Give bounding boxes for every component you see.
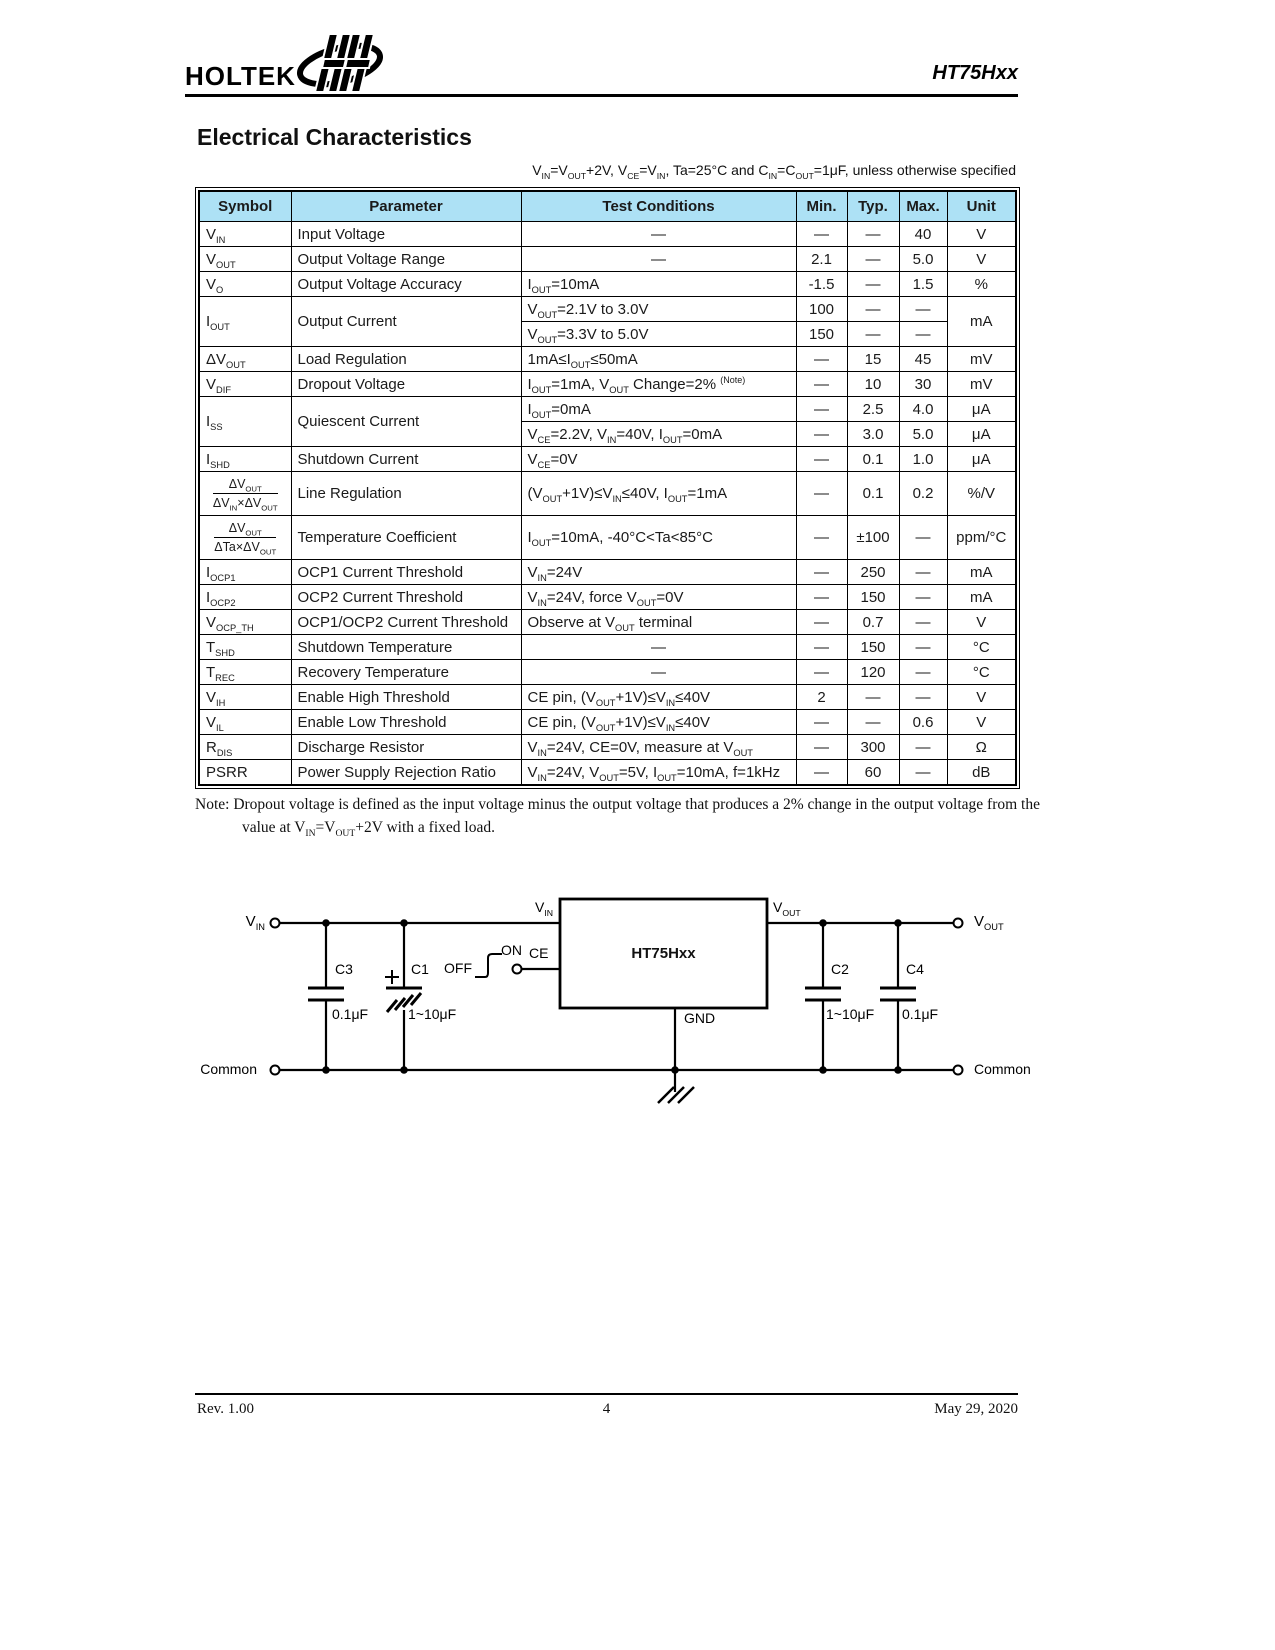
cell-unit: % — [947, 272, 1016, 297]
cell-max: — — [899, 585, 947, 610]
cell-max: 0.2 — [899, 472, 947, 516]
holtek-wordmark: HOLTEK — [185, 61, 296, 91]
cell-parameter: Line Regulation — [291, 472, 521, 516]
cell-symbol: $T_{SHD}$ — [199, 635, 291, 660]
cell-unit: %/V — [947, 472, 1016, 516]
cell-typ: 3.0 — [847, 422, 899, 447]
cell-min: 2 — [796, 685, 847, 710]
cell-typ: ±100 — [847, 516, 899, 560]
vout-terminal-label: $V_{OUT}$ — [974, 913, 1004, 932]
cell-min: — — [796, 447, 847, 472]
col-header-min: Min. — [796, 191, 847, 222]
cell-symbol — [199, 516, 291, 560]
c4-value-label: 0.1μF — [902, 1006, 939, 1022]
table-row — [199, 272, 1016, 297]
table-row — [199, 516, 1016, 560]
table-row — [199, 472, 1016, 516]
cell-parameter: Temperature Coefficient — [291, 516, 521, 560]
cell-conditions: CE pin, $(V_{OUT}+1V)\le V_{IN}\le 40V$ — [521, 685, 796, 710]
terminal-vout-icon — [954, 919, 963, 928]
footer-date: May 29, 2020 — [934, 1401, 1018, 1417]
cell-parameter: OCP1/OCP2 Current Threshold — [291, 610, 521, 635]
c2-value-label: 1~10μF — [826, 1006, 875, 1022]
table-row — [199, 297, 1016, 322]
gnd-pin-label: GND — [684, 1010, 716, 1026]
cell-max: 40 — [899, 222, 947, 247]
cell-unit: Ω — [947, 735, 1016, 760]
cell-min: — — [796, 516, 847, 560]
cell-unit: mV — [947, 347, 1016, 372]
cell-conditions: $V_{IN}=24V$, force $V_{OUT}=0V$ — [521, 585, 796, 610]
cell-unit: mA — [947, 297, 1016, 347]
cell-symbol: $V_O$ — [199, 272, 291, 297]
cell-typ: 150 — [847, 635, 899, 660]
cell-parameter: Input Voltage — [291, 222, 521, 247]
cell-symbol: $V_{IN}$ — [199, 222, 291, 247]
cell-conditions: $I_{OUT}=10mA$ — [521, 272, 796, 297]
cell-min: — — [796, 660, 847, 685]
cell-symbol: $I_{SS}$ — [199, 397, 291, 447]
c1-label: C1 — [411, 961, 429, 977]
table-row — [199, 585, 1016, 610]
cell-conditions: — — [521, 635, 796, 660]
cell-max: 5.0 — [899, 422, 947, 447]
cell-symbol: $V_{OCP\_TH}$ — [199, 610, 291, 635]
cell-unit: mA — [947, 560, 1016, 585]
spec-table — [198, 190, 1017, 786]
common-left-label: Common — [200, 1061, 257, 1077]
vin-pin-label: $V_{IN}$ — [534, 899, 553, 918]
cell-typ: — — [847, 272, 899, 297]
table-row — [199, 447, 1016, 472]
cell-min: — — [796, 397, 847, 422]
cell-unit: °C — [947, 660, 1016, 685]
cell-conditions: $(V_{OUT}+1V)\le V_{IN}\le 40V$, $I_{OUT}=1mA$ — [521, 472, 796, 516]
note-label: Note: — [195, 796, 230, 813]
conditions-line: $V_{IN}=V_{OUT}+2V$, $V_{CE}=V_{IN}$, Ta=25°C and $C_{IN}=C_{OUT}=1\mu F$, unless otherwise specified — [532, 162, 1016, 181]
section-title: Electrical Characteristics — [197, 124, 472, 150]
cell-min: — — [796, 585, 847, 610]
cell-unit: mV — [947, 372, 1016, 397]
cell-symbol: $T_{REC}$ — [199, 660, 291, 685]
c3-label: C3 — [335, 961, 353, 977]
cell-symbol: $I_{OCP2}$ — [199, 585, 291, 610]
cell-typ: 2.5 — [847, 397, 899, 422]
terminal-vin-icon — [271, 919, 280, 928]
table-row — [199, 710, 1016, 735]
cell-unit: μA — [947, 422, 1016, 447]
cell-min: — — [796, 710, 847, 735]
terminal-common-left-icon — [271, 1066, 280, 1075]
cell-conditions: — — [521, 247, 796, 272]
cell-typ: — — [847, 297, 899, 322]
col-header-max: Max. — [899, 191, 947, 222]
cell-typ: — — [847, 322, 899, 347]
cell-unit: ppm/°C — [947, 516, 1016, 560]
cell-parameter: Dropout Voltage — [291, 372, 521, 397]
cell-max: — — [899, 610, 947, 635]
cell-unit: V — [947, 610, 1016, 635]
table-row — [199, 560, 1016, 585]
col-header-test-conditions: Test Conditions — [521, 191, 796, 222]
common-right-label: Common — [974, 1061, 1031, 1077]
table-row — [199, 347, 1016, 372]
cell-min: — — [796, 610, 847, 635]
cell-unit: μA — [947, 397, 1016, 422]
cell-conditions: Observe at $V_{OUT}$ terminal — [521, 610, 796, 635]
cell-conditions: — — [521, 660, 796, 685]
table-row — [199, 760, 1016, 786]
cell-min: — — [796, 472, 847, 516]
table-row — [199, 247, 1016, 272]
fraction-symbol: $\frac{\Delta V_{OUT}}{\Delta V_{IN}\times\Delta V_{OUT}}$ — [212, 476, 278, 513]
cell-conditions: $V_{CE}=0V$ — [521, 447, 796, 472]
cell-typ: — — [847, 710, 899, 735]
cell-parameter: Output Voltage Range — [291, 247, 521, 272]
cell-conditions: $1mA\le I_{OUT}\le 50mA$ — [521, 347, 796, 372]
cell-max: — — [899, 635, 947, 660]
cell-parameter: Quiescent Current — [291, 397, 521, 447]
table-row — [199, 735, 1016, 760]
cell-conditions: $I_{OUT}=10mA$, -40°C<Ta<85°C — [521, 516, 796, 560]
cell-parameter: Recovery Temperature — [291, 660, 521, 685]
cell-max: 45 — [899, 347, 947, 372]
cell-typ: 150 — [847, 585, 899, 610]
header-rule — [185, 94, 1018, 97]
vin-terminal-label: $V_{IN}$ — [245, 913, 265, 932]
cell-unit: mA — [947, 585, 1016, 610]
cell-symbol: $I_{OCP1}$ — [199, 560, 291, 585]
cell-min: -1.5 — [796, 272, 847, 297]
table-row — [199, 222, 1016, 247]
cell-typ: 15 — [847, 347, 899, 372]
table-row — [199, 372, 1016, 397]
cell-max: — — [899, 560, 947, 585]
table-row — [199, 397, 1016, 422]
cell-parameter: Shutdown Current — [291, 447, 521, 472]
table-row — [199, 635, 1016, 660]
cell-min: — — [796, 222, 847, 247]
cell-conditions: $V_{OUT}=2.1V$ to 3.0V — [521, 297, 796, 322]
cell-max: 5.0 — [899, 247, 947, 272]
cell-unit: μA — [947, 447, 1016, 472]
cell-conditions: $I_{OUT}=0mA$ — [521, 397, 796, 422]
switch-on-label: ON — [501, 942, 522, 958]
cell-symbol: $R_{DIS}$ — [199, 735, 291, 760]
cell-min: — — [796, 422, 847, 447]
cell-max: 1.0 — [899, 447, 947, 472]
fraction-symbol: $\frac{\Delta V_{OUT}}{\Delta Ta\times\Delta V_{OUT}}$ — [214, 520, 277, 557]
cell-max: — — [899, 685, 947, 710]
capacitor-c2-icon — [805, 923, 841, 1070]
footer-page-number: 4 — [602, 1401, 611, 1417]
cell-parameter: OCP1 Current Threshold — [291, 560, 521, 585]
cell-max: — — [899, 516, 947, 560]
cell-typ: 250 — [847, 560, 899, 585]
cell-unit: V — [947, 685, 1016, 710]
col-header-typ: Typ. — [847, 191, 899, 222]
cell-typ: 60 — [847, 760, 899, 786]
table-row — [199, 610, 1016, 635]
cell-conditions: $V_{CE}=2.2V$, $V_{IN}=40V$, $I_{OUT}=0mA$ — [521, 422, 796, 447]
cell-min: 2.1 — [796, 247, 847, 272]
cell-parameter: Shutdown Temperature — [291, 635, 521, 660]
cell-max: — — [899, 660, 947, 685]
cell-max: 4.0 — [899, 397, 947, 422]
cell-typ: 120 — [847, 660, 899, 685]
col-header-unit: Unit — [947, 191, 1016, 222]
cell-max: — — [899, 322, 947, 347]
cell-symbol: $V_{IL}$ — [199, 710, 291, 735]
footer-rule — [195, 1393, 1018, 1395]
doc-model-title: HT75Hxx — [932, 62, 1018, 84]
table-row — [199, 685, 1016, 710]
col-header-parameter: Parameter — [291, 191, 521, 222]
cell-conditions: $I_{OUT}=1mA$, $V_{OUT}$ Change=2% $^{(Note)}$ — [521, 372, 796, 397]
spec-table-wrap — [195, 187, 1020, 789]
capacitor-c1-icon — [385, 923, 422, 1070]
cell-parameter: Output Voltage Accuracy — [291, 272, 521, 297]
cell-unit: V — [947, 222, 1016, 247]
cell-conditions: CE pin, $(V_{OUT}+1V)\le V_{IN}\le 40V$ — [521, 710, 796, 735]
cell-parameter: Power Supply Rejection Ratio — [291, 760, 521, 786]
table-header-row — [199, 191, 1016, 222]
cell-typ: 0.7 — [847, 610, 899, 635]
footer-revision: Rev. 1.00 — [197, 1401, 254, 1417]
cell-symbol — [199, 472, 291, 516]
cell-unit: dB — [947, 760, 1016, 786]
cell-typ: — — [847, 685, 899, 710]
cell-min: — — [796, 372, 847, 397]
table-row — [199, 660, 1016, 685]
cell-parameter: Output Current — [291, 297, 521, 347]
cell-parameter: Discharge Resistor — [291, 735, 521, 760]
application-circuit-diagram — [195, 860, 1031, 1115]
cell-max: 0.6 — [899, 710, 947, 735]
cell-parameter: Enable High Threshold — [291, 685, 521, 710]
cell-typ: 10 — [847, 372, 899, 397]
holtek-emblem-icon — [291, 28, 393, 96]
cell-min: — — [796, 735, 847, 760]
cell-min: — — [796, 760, 847, 786]
cell-typ: — — [847, 222, 899, 247]
cell-min: — — [796, 347, 847, 372]
cell-symbol: $I_{SHD}$ — [199, 447, 291, 472]
cell-conditions: $V_{IN}=24V$, $V_{OUT}=5V$, $I_{OUT}=10mA$, f=1kHz — [521, 760, 796, 786]
switch-off-label: OFF — [444, 960, 472, 976]
cell-parameter: OCP2 Current Threshold — [291, 585, 521, 610]
ce-pin-label: CE — [529, 945, 549, 961]
cell-max: — — [899, 735, 947, 760]
cell-typ: 0.1 — [847, 447, 899, 472]
cell-symbol: PSRR — [199, 760, 291, 786]
terminal-common-right-icon — [954, 1066, 963, 1075]
cell-max: 1.5 — [899, 272, 947, 297]
on-off-switch-icon — [475, 954, 502, 977]
cell-typ: 300 — [847, 735, 899, 760]
cell-symbol: $I_{OUT}$ — [199, 297, 291, 347]
terminal-ce-icon — [513, 965, 522, 974]
cell-typ: — — [847, 247, 899, 272]
cell-min: 150 — [796, 322, 847, 347]
capacitor-c3-icon — [308, 923, 344, 1070]
capacitor-c4-icon — [880, 923, 916, 1070]
cell-symbol: $V_{DIF}$ — [199, 372, 291, 397]
cell-min: 100 — [796, 297, 847, 322]
cell-symbol: $\Delta V_{OUT}$ — [199, 347, 291, 372]
cell-symbol: $V_{IH}$ — [199, 685, 291, 710]
cell-conditions: $V_{IN}=24V$ — [521, 560, 796, 585]
cell-unit: V — [947, 247, 1016, 272]
cell-conditions: $V_{IN}=24V$, CE=0V, measure at $V_{OUT}$ — [521, 735, 796, 760]
cell-unit: V — [947, 710, 1016, 735]
cell-max: — — [899, 297, 947, 322]
cell-symbol: $V_{OUT}$ — [199, 247, 291, 272]
cell-conditions: $V_{OUT}=3.3V$ to 5.0V — [521, 322, 796, 347]
c3-value-label: 0.1μF — [332, 1006, 369, 1022]
cell-min: — — [796, 560, 847, 585]
cell-min: — — [796, 635, 847, 660]
cell-conditions: — — [521, 222, 796, 247]
chip-name-label: HT75Hxx — [631, 945, 696, 962]
vout-pin-label: $V_{OUT}$ — [773, 899, 801, 918]
cell-parameter: Enable Low Threshold — [291, 710, 521, 735]
c2-label: C2 — [831, 961, 849, 977]
col-header-symbol: Symbol — [199, 191, 291, 222]
cell-typ: 0.1 — [847, 472, 899, 516]
cell-unit: °C — [947, 635, 1016, 660]
c4-label: C4 — [906, 961, 924, 977]
cell-max: 30 — [899, 372, 947, 397]
dropout-note — [195, 793, 1072, 840]
cell-max: — — [899, 760, 947, 786]
c1-value-label: 1~10μF — [408, 1006, 457, 1022]
note-text: Dropout voltage is defined as the input voltage minus the output voltage that produces a 2% change in the output voltage from the value at $V_{IN}=V_{OUT}+2V$ with a fixed load. — [233, 796, 1040, 840]
cell-parameter: Load Regulation — [291, 347, 521, 372]
